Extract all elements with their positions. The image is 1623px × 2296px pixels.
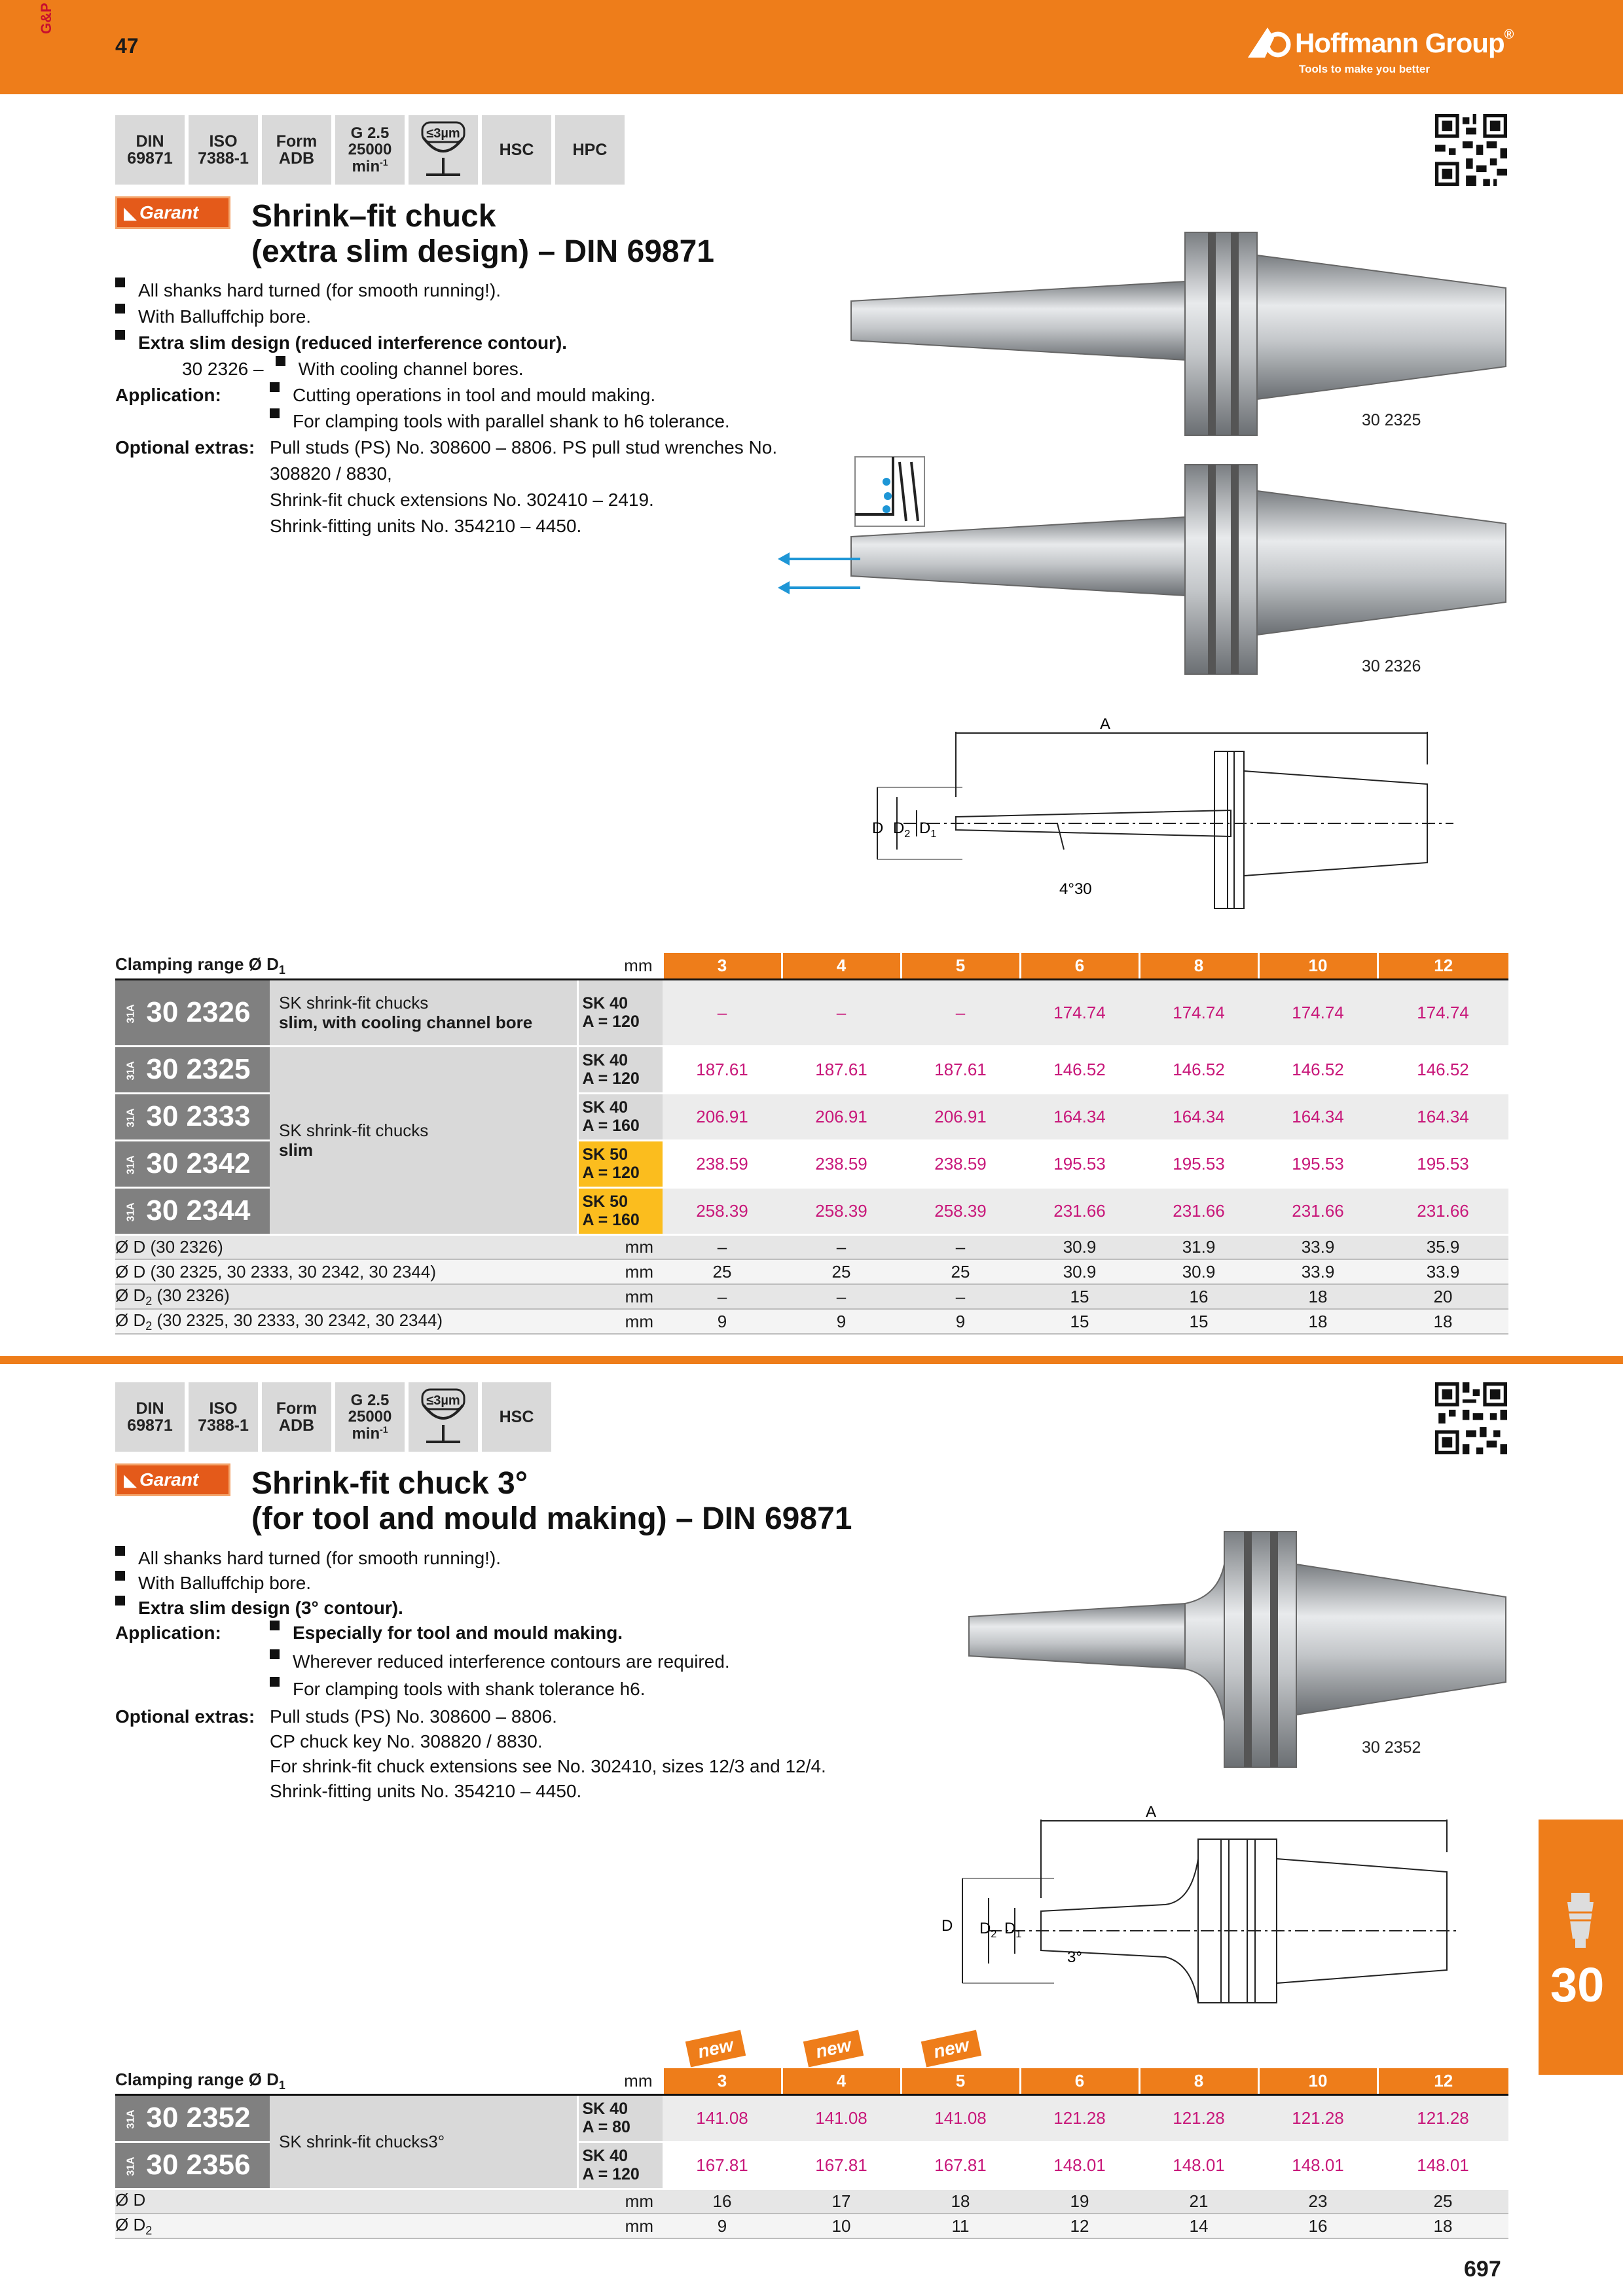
cooling-channel-icon [854,456,926,528]
page-number: 697 [1464,2257,1501,2282]
col-5: 5 [901,953,1020,979]
svg-text:4°30: 4°30 [1059,880,1092,898]
svg-text:D2: $D_2$ [979,1920,997,1940]
svg-text:D: D [872,819,884,837]
price-table-1: Clamping range Ø $D_1$ mm 3 4 5 6 8 10 12 31A 30 2326 SK shrink-fit chucks slim, with cooling channel bore SK 40 A = 120 – – – 174.74 174.74 174.74 174.74 31A 30 2325 SK shrink-fit chucks slim SK 40 A = 120 187.61 187.61 187.61 146.52 146.52 146.52 146.52 31A 30 2333 SK 40 A = 160 206.91 206.91 206.91 164.34 164.34 164.34 164.34 31A 30 2342 SK 50 A = 120 238.59 238.59 238.59 195.53 195.53 195.53 195.53 31A 30 2344 SK 50 A = 160 258.39 258.39 258.39 231.66 231.66 231.66 231.66 Ø D (30 2326) mm – – – 30.9 31.9 33.9 35.9 Ø D (30 2325, 30 2333, 30 2342, 30 2344) mm 25 25 25 30.9 30.9 33.9 33.9 Ø $D_2$ (30 2326) mm – – – 15 16 18 20 Ø $D_2$ (30 2325, 30 2333, 30 2342, 30 2344) mm 9 9 9 15 15 18 18 [115,953,1508,1335]
technical-drawing-2 [936,1793,1473,2016]
price-table-2: Clamping range Ø $D_1$ mm 3 4 5 6 8 10 12 31A 30 2352 SK shrink-fit chucks3° SK 40 A = 80 141.08 141.08 141.08 121.28 121.28 121.28 121.28 31A 30 2356 SK 40 A = 120 167.81 167.81 167.81 148.01 148.01 148.01 148.01 Ø D mm 16 17 18 19 21 23 25 Ø $D_2$ mm 9 10 11 12 14 16 18 [115,2068,1508,2239]
page-top-number: 47 [115,34,139,58]
garant-logo: ◣ Garant [115,196,230,229]
brand-tagline: Tools to make you better [1299,63,1430,75]
svg-text:≤3µm: ≤3µm [426,1393,460,1408]
badge-balance: G 2.5 25000 $\min^{-1}$ [335,115,405,185]
col-10: 10 [1258,953,1377,979]
image-label-302325: 30 2325 [1362,411,1421,429]
col-8: 8 [1139,953,1258,979]
badge-form: Form ADB [262,115,331,185]
spec-badges [115,115,625,185]
runout-icon [412,118,475,181]
technical-drawing-1 [864,712,1480,922]
feature-list-1: All shanks hard turned (for smooth running!). With Balluffchip bore. Extra slim design (reduced interference contour). 30 2326 – With cooling channel bores. Application: Cutting operations in tool and mould making. For clamping tools with parallel shank to h6 tolerance. Optional extras: Pull studs (PS) No. 308600 – 8806. PS pull stud wrenches No. 308820 / 8830, Shrink-fit chuck extensions No. 302410 – 2419. Shrink-fitting units No. 354210 – 4450. [115,278,777,539]
dim-row: Ø $D_2$ (30 2326) mm – – – 15 16 18 20 [115,1284,1508,1309]
svg-text:D2: $D_2$ [893,819,911,840]
table-row: 31A 30 2325 SK shrink-fit chucks slim SK 40 A = 120 187.61 187.61 187.61 146.52 146.52 146.52 146.52 [115,1046,1508,1093]
dim-row: Ø D (30 2325, 30 2333, 30 2342, 30 2344) mm 25 25 25 30.9 30.9 33.9 33.9 [115,1259,1508,1284]
table-row: 31A 30 2344 SK 50 A = 160 258.39 258.39 258.39 231.66 231.66 231.66 231.66 [115,1187,1508,1234]
coolant-arrows-icon [776,545,862,597]
chapter-number: 30 [1550,1958,1605,2012]
dim-a-label: A [1100,715,1111,733]
table1-header-label: Clamping range Ø $D_1$ [115,953,577,979]
qr-code-icon[interactable] [1435,114,1507,186]
badge-hsc: HSC [482,115,551,185]
table-row: 31A 30 2333 SK 40 A = 160 206.91 206.91 206.91 164.34 164.34 164.34 164.34 [115,1093,1508,1140]
svg-text:D: D [941,1917,953,1935]
new-badge: new [685,2030,746,2067]
chuck-image-302326 [845,458,1519,681]
svg-text:D1: $D_1$ [1004,1920,1022,1940]
table-row: 31A 30 2352 SK shrink-fit chucks3° SK 40 A = 80 141.08 141.08 141.08 121.28 121.28 121.28 121.28 [115,2094,1508,2142]
brand-name: Hoffmann Group® [1295,27,1514,58]
col-12: 12 [1377,953,1508,979]
product-title-2: Shrink-fit chuck 3° (for tool and mould making) – DIN 69871 [251,1466,852,1536]
garant-logo: ◣ Garant [115,1463,230,1496]
runout-icon [412,1386,475,1448]
image-label-302326: 30 2326 [1362,657,1421,675]
dim-row: Ø $D_2$ mm 9 10 11 12 14 16 18 [115,2214,1508,2238]
svg-text:3°: 3° [1067,1948,1082,1966]
table-row: 31A 30 2342 SK 50 A = 120 238.59 238.59 238.59 195.53 195.53 195.53 195.53 [115,1140,1508,1187]
table-row: 31A 30 2326 SK shrink-fit chucks slim, with cooling channel bore SK 40 A = 120 – – – 174.74 174.74 174.74 174.74 [115,979,1508,1046]
col-3: 3 [663,953,782,979]
dim-row: Ø D (30 2326) mm – – – 30.9 31.9 33.9 35.9 [115,1234,1508,1259]
table-row: 31A 30 2356 SK 40 A = 120 167.81 167.81 167.81 148.01 148.01 148.01 148.01 [115,2142,1508,2189]
chuck-icon [1562,1893,1599,1948]
svg-text:A: A [1146,1803,1157,1821]
section-divider [0,1356,1623,1364]
new-badge: new [921,2030,981,2067]
qr-code-icon[interactable] [1435,1382,1507,1454]
chapter-tab[interactable] [1539,1820,1623,2075]
hoffmann-logo-icon [1245,25,1291,59]
product-title-1: Shrink–fit chuck (extra slim design) – DIN 69871 [251,199,714,269]
col-6: 6 [1020,953,1139,979]
badge-iso: ISO 7388-1 [189,115,258,185]
spec-badges-2: DIN 69871 ISO 7388-1 Form ADB G 2.5 25000 $\min^{-1}$ ≤3µm HSC [115,1382,551,1452]
col-4: 4 [782,953,901,979]
side-code: G&P [38,3,54,34]
badge-runout [409,115,478,185]
dim-row: Ø D mm 16 17 18 19 21 23 25 [115,2189,1508,2214]
dim-row: Ø $D_2$ (30 2325, 30 2333, 30 2342, 30 2344) mm 9 9 9 15 15 18 18 [115,1309,1508,1334]
chuck-image-302352 [962,1525,1512,1774]
badge-din: DIN 69871 [115,115,185,185]
badge-hpc: HPC [555,115,625,185]
svg-text:≤3µm: ≤3µm [426,126,460,141]
image-label-302352: 30 2352 [1362,1738,1421,1757]
svg-text:D1: $D_1$ [919,819,937,840]
feature-list-2: All shanks hard turned (for smooth running!). With Balluffchip bore. Extra slim design (3° contour). Application: Especially for tool and mould making. Wherever reduced interference contours are required. For clamping tools with shank tolerance h6. Optional extras: Pull studs (PS) No. 308600 – 8806. CP chuck key No. 308820 / 8830. For shrink-fit chuck extensions see No. 302410, sizes 12/3 and 12/4. Shrink-fitting units No. 354210 – 4450. [115,1546,826,1804]
new-badge: new [803,2030,864,2067]
